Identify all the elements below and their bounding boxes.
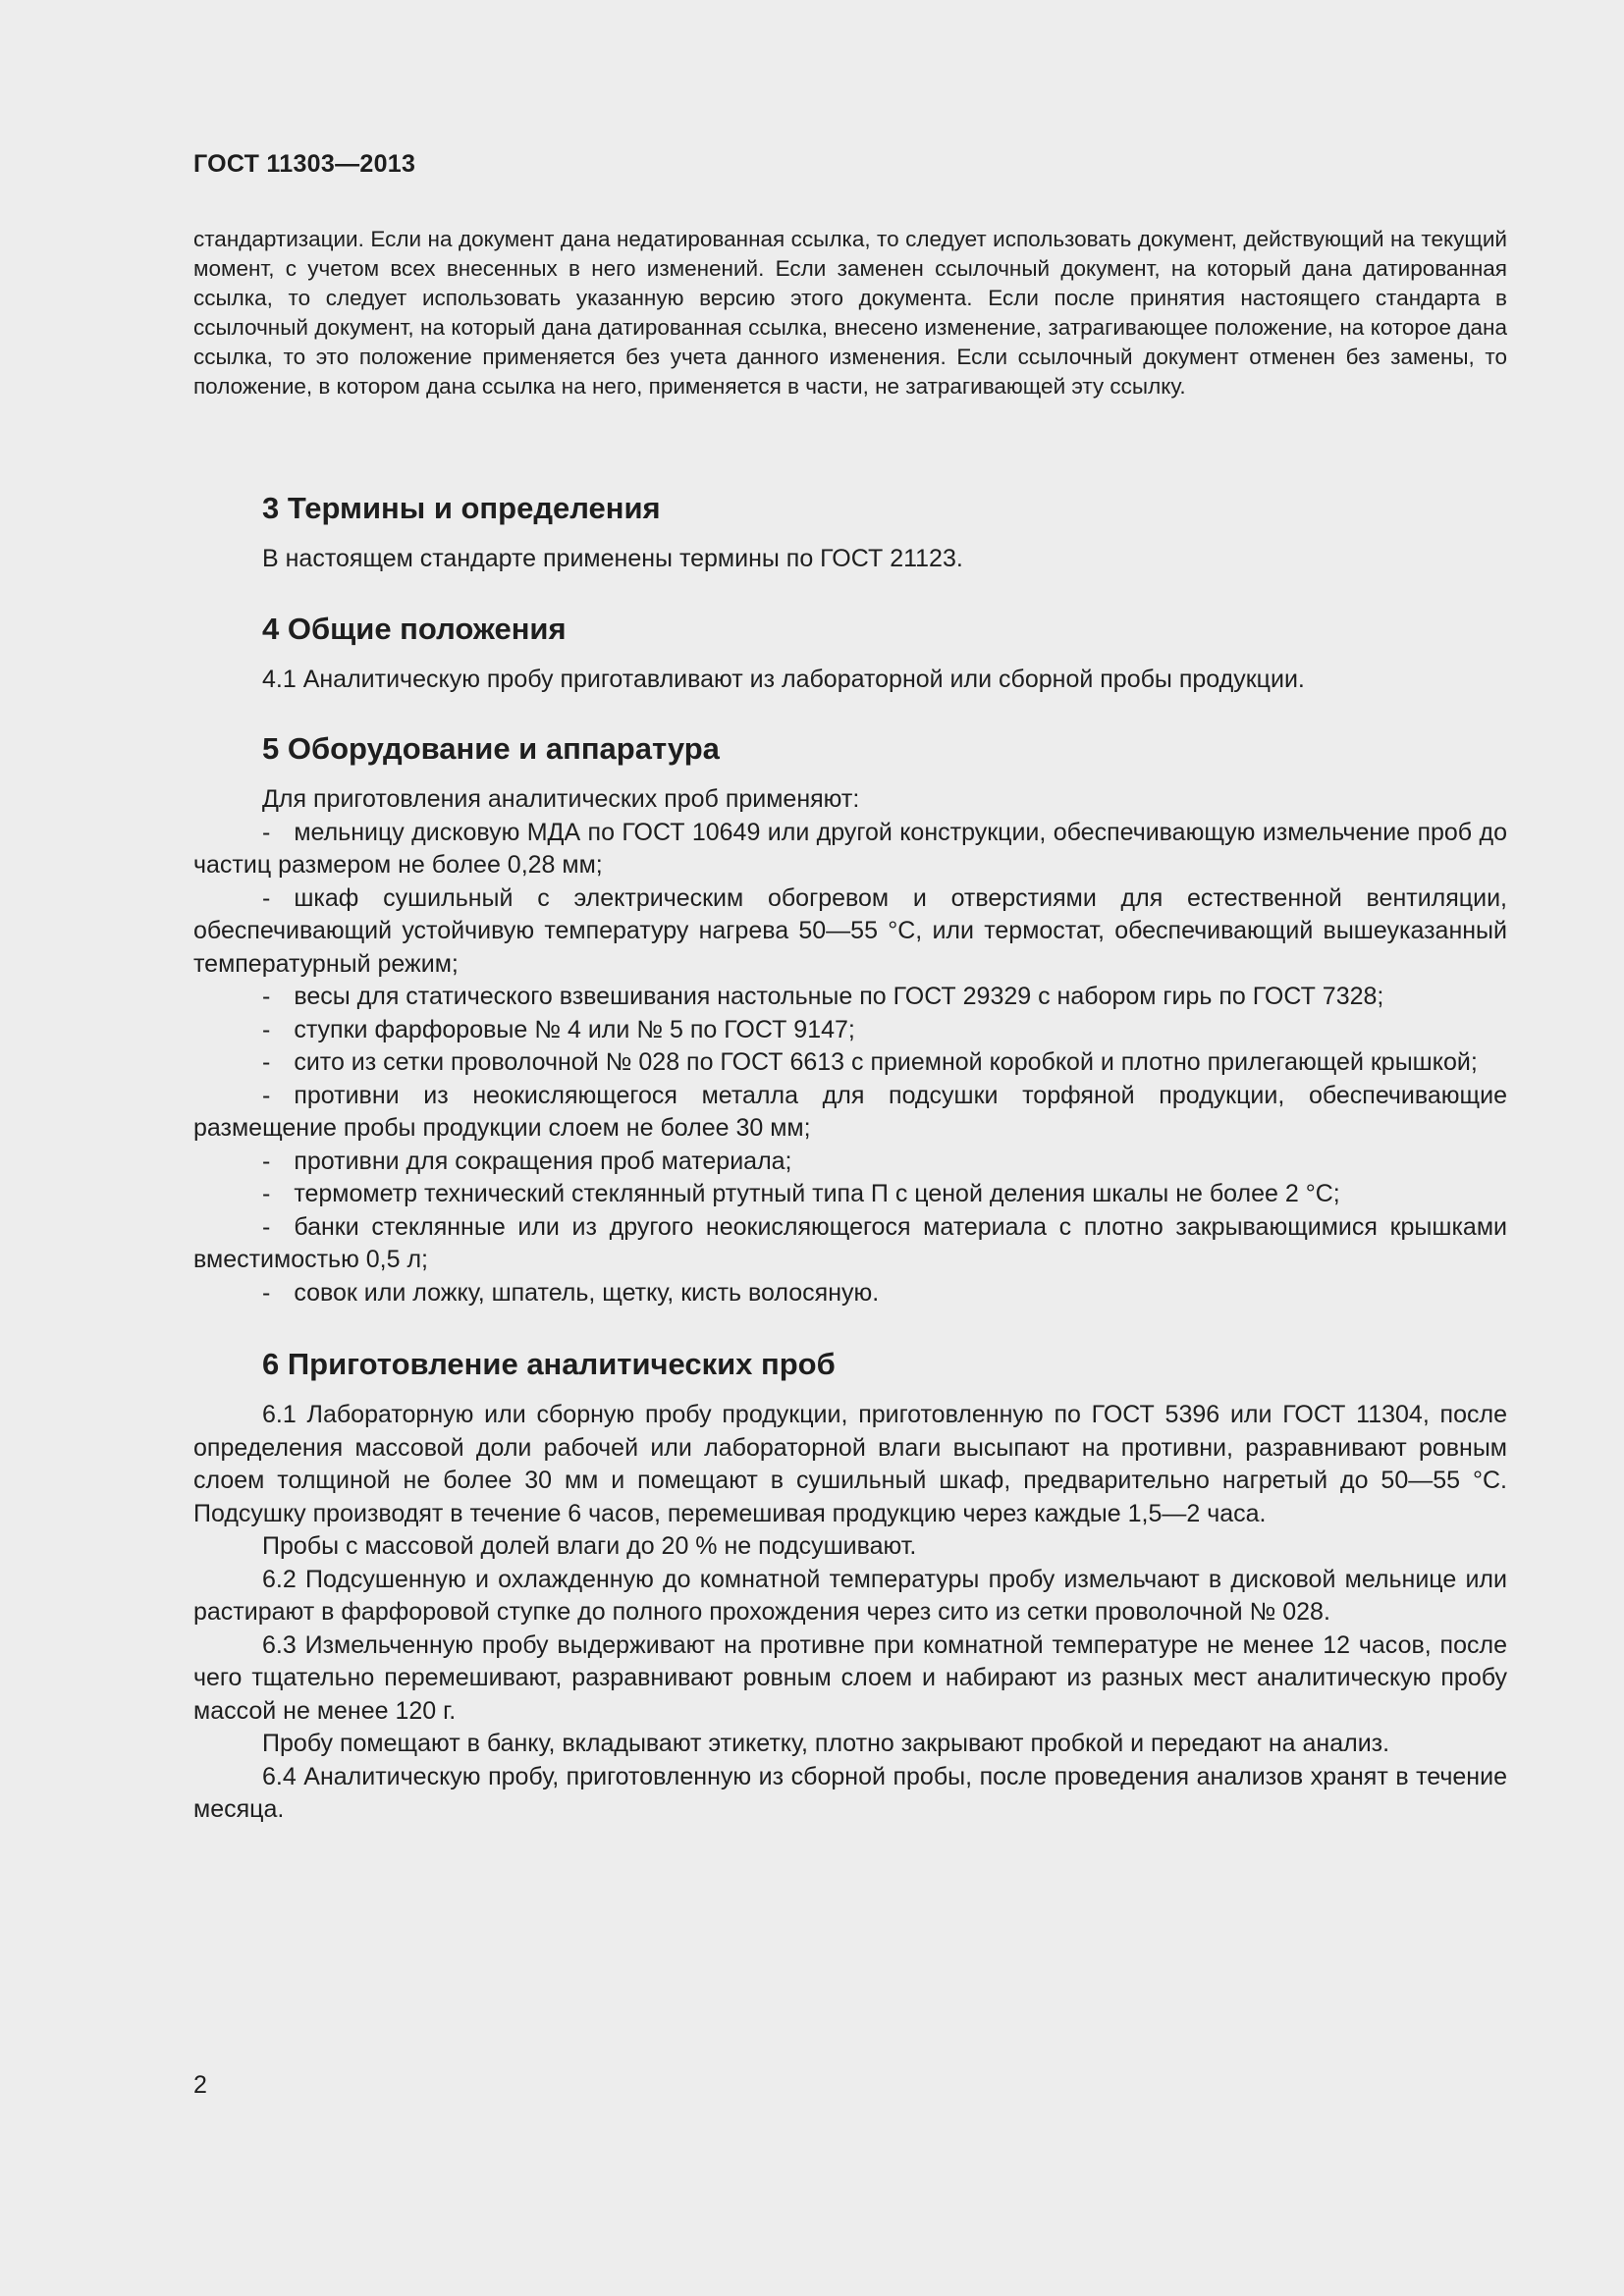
equipment-list-item: - банки стеклянные или из другого неокисляющегося материала с плотно закрывающимися крышками вместимостью 0,5 л; [193, 1212, 1507, 1273]
section-3-text: В настоящем стандарте применены термины по ГОСТ 21123. [262, 545, 963, 572]
section-6-paragraph: 6.1 Лабораторную или сборную пробу продукции, приготовленную по ГОСТ 5396 или ГОСТ 11304, после определения массовой доли рабочей или лабораторной влаги высыпают на противни, разравнивают ровным слоем толщиной не более 30 мм и помещают в сушильный шкаф, предварительно нагретый до 50—55 °С. Подсушку производят в течение 6 часов, перемешивая продукцию через каждые 1,5—2 часа. [193, 1401, 1507, 1527]
section-6-heading: 6 Приготовление аналитических проб [262, 1347, 836, 1381]
section-6-paragraph: 6.2 Подсушенную и охлажденную до комнатной температуры пробу измельчают в дисковой мельнице или растирают в фарфоровой ступке до полного прохождения через сито из сетки проволочной № 028. [193, 1565, 1507, 1626]
equipment-list-item: - термометр технический стеклянный ртутный типа П с ценой деления шкалы не более 2 °С; [262, 1180, 1340, 1207]
equipment-list-item: - совок или ложку, шпатель, щетку, кисть волосяную. [262, 1278, 880, 1307]
equipment-list-item: - мельницу дисковую МДА по ГОСТ 10649 или другой конструкции, обеспечивающую измельчение проб до частиц размером не более 0,28 мм; [193, 818, 1507, 879]
section-6-paragraph: 6.4 Аналитическую пробу, приготовленную из сборной пробы, после проведения анализов хранят в течение месяца. [193, 1762, 1507, 1823]
page-number: 2 [193, 2071, 207, 2099]
intro-paragraph: стандартизации. Если на документ дана недатированная ссылка, то следует использовать документ, действующий на текущий момент, с учетом всех внесенных в него изменений. Если заменен ссылочный документ, на который дана датированная ссылка, то следует использовать указанную версию этого документа. Если после принятия настоящего стандарта в ссылочный документ, на который дана датированная ссылка, внесено изменение, затрагивающее положение, на которое дана ссылка, то это положение применяется без учета данного изменения. Если ссылочный документ отменен без замены, то положение, в котором дана ссылка на него, применяется в части, не затрагивающей эту ссылку. [193, 227, 1507, 399]
section-4-heading: 4 Общие положения [262, 611, 567, 646]
equipment-list-item: - противни для сокращения проб материала; [262, 1147, 792, 1175]
section-5-heading: 5 Оборудование и аппаратура [262, 731, 720, 766]
document-body [193, 489, 1507, 1827]
equipment-list-item: - весы для статического взвешивания настольные по ГОСТ 29329 с набором гирь по ГОСТ 7328; [262, 983, 1384, 1010]
document-code-header: ГОСТ 11303—2013 [193, 150, 416, 178]
section-3-heading: 3 Термины и определения [262, 491, 661, 525]
section-6-paragraph: Пробу помещают в банку, вкладывают этикетку, плотно закрывают пробкой и передают на анализ. [262, 1730, 1390, 1757]
equipment-list-item: - сито из сетки проволочной № 028 по ГОСТ 6613 с приемной коробкой и плотно прилегающей крышкой; [262, 1048, 1478, 1076]
section-5-lead: Для приготовления аналитических проб применяют: [262, 785, 860, 813]
equipment-list-item: - противни из неокисляющегося металла для подсушки торфяной продукции, обеспечивающие размещение пробы продукции слоем не более 30 мм; [193, 1081, 1507, 1142]
section-6-paragraph: Пробы с массовой долей влаги до 20 % не подсушивают. [262, 1532, 917, 1560]
section-6-paragraph: 6.3 Измельченную пробу выдерживают на противне при комнатной температуре не менее 12 часов, после чего тщательно перемешивают, разравнивают ровным слоем и набирают из разных мест аналитическую пробу массой не менее 120 г. [193, 1630, 1507, 1725]
equipment-list-item: - ступки фарфоровые № 4 или № 5 по ГОСТ 9147; [262, 1015, 855, 1043]
section-4-paragraph-1: 4.1 Аналитическую пробу приготавливают из лабораторной или сборной пробы продукции. [262, 665, 1305, 693]
equipment-list-item: - шкаф сушильный с электрическим обогревом и отверстиями для естественной вентиляции, обеспечивающий устойчивую температуру нагрева 50—55 °С, или термостат, обеспечивающий вышеуказанный температурный режим; [193, 883, 1507, 978]
